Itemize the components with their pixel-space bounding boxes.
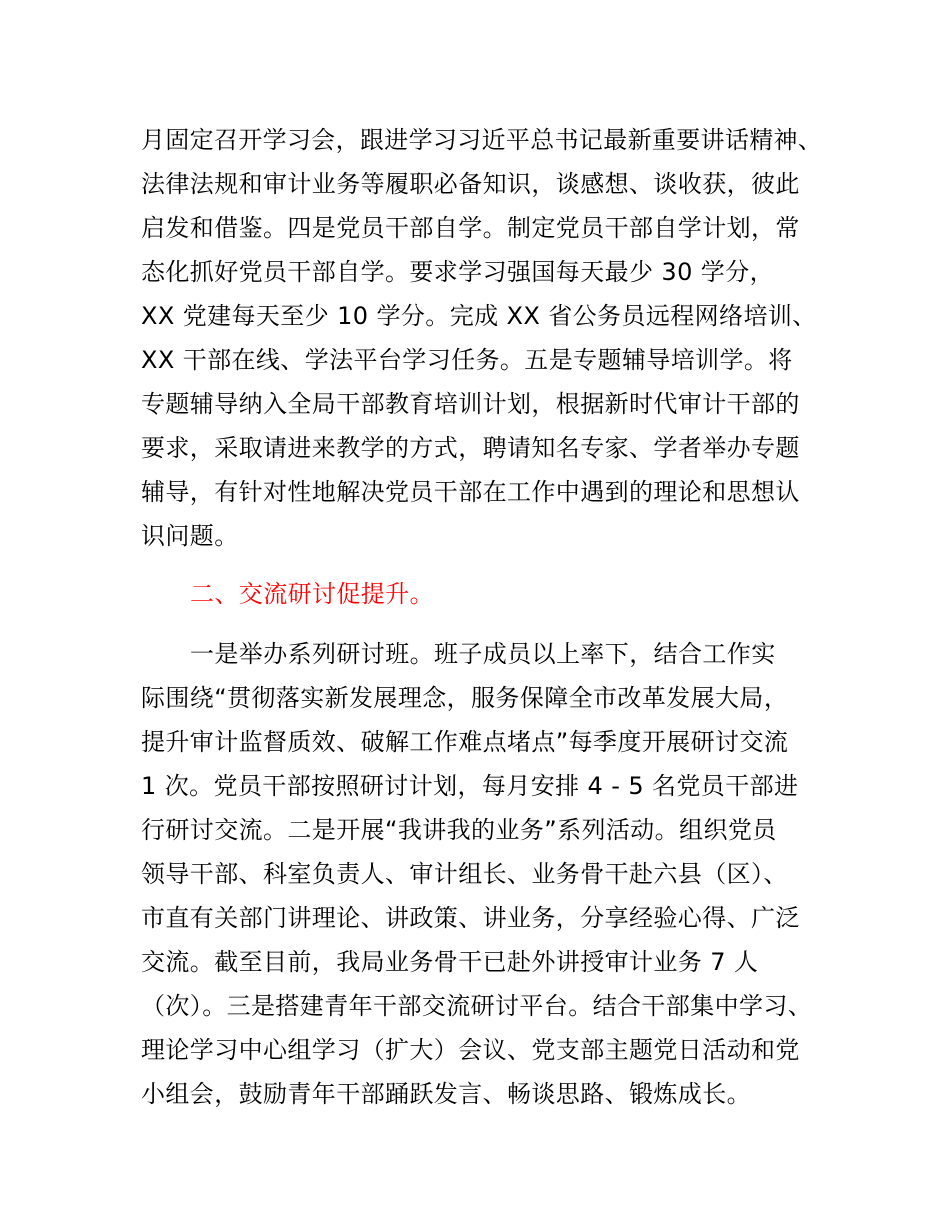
paragraph1-line: 启发和借鉴。四是党员干部自学。制定党员干部自学计划，常 — [141, 214, 800, 242]
paragraph2-line: 1 次。党员干部按照研讨计划，每月安排 4 - 5 名党员干部进 — [141, 772, 799, 800]
paragraph1-line: 法律法规和审计业务等履职必备知识，谈感想、谈收获，彼此 — [141, 170, 800, 198]
paragraph2-line: 小组会，鼓励青年干部踊跃发言、畅谈思路、锻炼成长。 — [141, 1080, 751, 1108]
section-heading: 二、交流研讨促提升。 — [190, 580, 434, 608]
paragraph1-line: 月固定召开学习会，跟进学习习近平总书记最新重要讲话精神、 — [141, 126, 823, 154]
paragraph1-line: 识问题。 — [141, 522, 239, 550]
paragraph2-line: 理论学习中心组学习（扩大）会议、党支部主题党日活动和党 — [141, 1036, 800, 1064]
paragraph2-line: （次）。三是搭建青年干部交流研讨平台。结合干部集中学习、 — [141, 992, 813, 1020]
paragraph2-line: 交流。截至目前，我局业务骨干已赴外讲授审计业务 7 人 — [141, 948, 759, 976]
paragraph1-line: 专题辅导纳入全局干部教育培训计划，根据新时代审计干部的 — [141, 390, 800, 418]
paragraph2-line: 行研讨交流。二是开展“我讲我的业务”系列活动。组织党员 — [141, 816, 777, 844]
paragraph2-line: 提升审计监督质效、破解工作难点堵点”每季度开展研讨交流 — [141, 728, 789, 756]
paragraph1-line: 辅导，有针对性地解决党员干部在工作中遇到的理论和思想认 — [141, 478, 800, 506]
paragraph1-line: 态化抓好党员干部自学。要求学习强国每天最少 30 学分， — [141, 258, 774, 286]
paragraph2-line: 市直有关部门讲理论、讲政策、讲业务，分享经验心得、广泛 — [141, 904, 800, 932]
paragraph2-line: 一是举办系列研讨班。班子成员以上率下，结合工作实 — [190, 640, 776, 668]
paragraph2-line: 际围绕“贯彻落实新发展理念，服务保障全市改革发展大局， — [141, 684, 789, 712]
paragraph1-line: XX 干部在线、学法平台学习任务。五是专题辅导培训学。将 — [141, 346, 793, 374]
paragraph2-line: 领导干部、科室负责人、审计组长、业务骨干赴六县（区）、 — [141, 860, 788, 888]
paragraph1-line: XX 党建每天至少 10 学分。完成 XX 省公务员远程网络培训、 — [141, 302, 817, 330]
paragraph1-line: 要求，采取请进来教学的方式，聘请知名专家、学者举办专题 — [141, 434, 800, 462]
